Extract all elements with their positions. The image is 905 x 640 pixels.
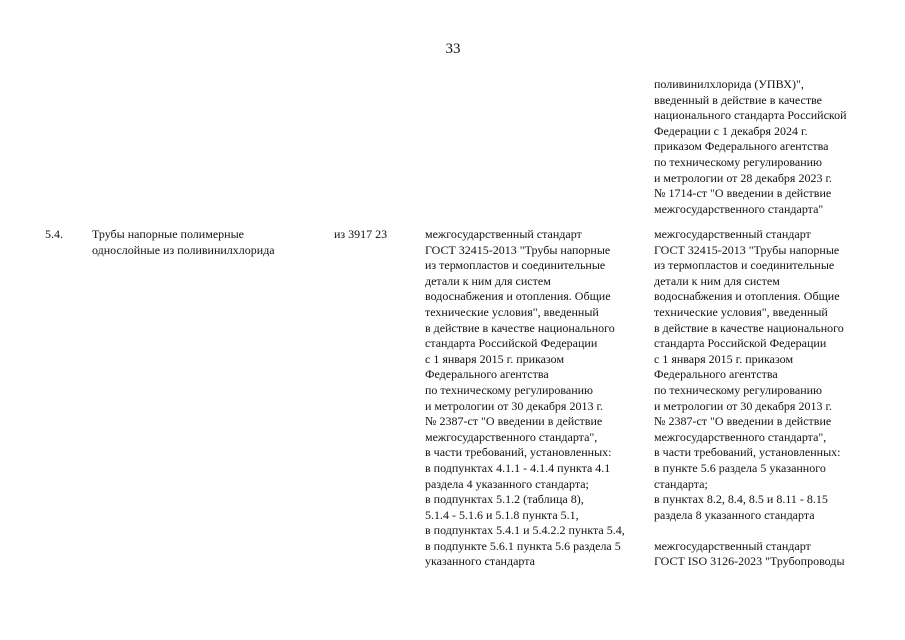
text-line: ГОСТ 32415-2013 "Трубы напорные bbox=[654, 242, 840, 257]
text-line: раздела 8 указанного стандарта bbox=[654, 507, 815, 522]
text-line: в действие в качестве национального bbox=[425, 320, 615, 335]
text-line: № 1714-ст "О введении в действие bbox=[654, 186, 832, 201]
text-line: межгосударственный стандарт bbox=[654, 227, 811, 241]
text-line: и метрологии от 30 декабря 2013 г. bbox=[425, 398, 604, 413]
text-line: с 1 января 2015 г. приказом bbox=[654, 351, 794, 366]
text-line: технические условия", введенный bbox=[654, 304, 828, 319]
text-line: Трубы напорные полимерные bbox=[92, 227, 244, 241]
text-line: в пункте 5.6 раздела 5 указанного bbox=[654, 460, 826, 475]
text-line: с 1 января 2015 г. приказом bbox=[425, 351, 565, 366]
text-line: из термопластов и соединительные bbox=[425, 258, 606, 273]
text-line: Федерации с 1 декабря 2024 г. bbox=[654, 123, 808, 138]
row-number: 5.4. bbox=[45, 227, 63, 241]
text-line: в подпункте 5.6.1 пункта 5.6 раздела 5 bbox=[425, 538, 621, 553]
text-line: стандарта; bbox=[654, 476, 708, 491]
text-line: в части требований, установленных: bbox=[654, 445, 841, 460]
text-line: в пунктах 8.2, 8.4, 8.5 и 8.11 - 8.15 bbox=[654, 492, 828, 507]
text-line: ГОСТ ISO 3126-2023 "Трубопроводы bbox=[654, 554, 845, 569]
paragraph-gap bbox=[654, 523, 845, 539]
text-line: Федерального агентства bbox=[654, 367, 778, 382]
text-line: водоснабжения и отопления. Общие bbox=[654, 289, 840, 304]
text-line: раздела 4 указанного стандарта; bbox=[425, 476, 589, 491]
text-line: национального стандарта Российской bbox=[654, 108, 847, 123]
text-line: № 2387-ст "О введении в действие bbox=[654, 414, 832, 429]
standard-methods bbox=[654, 227, 845, 570]
text-line: 5.1.4 - 5.1.6 и 5.1.8 пункта 5.1, bbox=[425, 507, 579, 522]
text-line: детали к ним для систем bbox=[654, 273, 780, 288]
text-line: водоснабжения и отопления. Общие bbox=[425, 289, 611, 304]
text-line: поливинилхлорида (УПВХ)", bbox=[654, 77, 804, 91]
standard-requirements bbox=[425, 227, 625, 570]
text-line: ГОСТ 32415-2013 "Трубы напорные bbox=[425, 242, 611, 257]
text-line: межгосударственного стандарта" bbox=[654, 201, 824, 216]
page-number: 33 bbox=[445, 41, 461, 57]
text-line: по техническому регулированию bbox=[654, 382, 823, 397]
text-line: межгосударственного стандарта", bbox=[654, 429, 827, 444]
text-line: и метрологии от 28 декабря 2023 г. bbox=[654, 170, 833, 185]
text-line: в действие в качестве национального bbox=[654, 320, 844, 335]
continuation-text bbox=[654, 77, 847, 217]
text-line: в части требований, установленных: bbox=[425, 445, 612, 460]
text-line: приказом Федерального агентства bbox=[654, 139, 829, 154]
text-line: Федерального агентства bbox=[425, 367, 549, 382]
text-line: стандарта Российской Федерации bbox=[425, 336, 598, 351]
text-line: межгосударственный стандарт bbox=[654, 538, 811, 553]
text-line: из термопластов и соединительные bbox=[654, 258, 835, 273]
text-line: детали к ним для систем bbox=[425, 273, 551, 288]
text-line: в подпунктах 5.4.1 и 5.4.2.2 пункта 5.4, bbox=[425, 523, 625, 538]
text-line: стандарта Российской Федерации bbox=[654, 336, 827, 351]
text-line: межгосударственный стандарт bbox=[425, 227, 582, 241]
text-line: № 2387-ст "О введении в действие bbox=[425, 414, 603, 429]
product-code: из 3917 23 bbox=[334, 227, 388, 241]
text-line: и метрологии от 30 декабря 2013 г. bbox=[654, 398, 833, 413]
text-line: по техническому регулированию bbox=[654, 154, 823, 169]
text-line: введенный в действие в качестве bbox=[654, 92, 823, 107]
text-line: межгосударственного стандарта", bbox=[425, 429, 598, 444]
text-line: в подпунктах 5.1.2 (таблица 8), bbox=[425, 492, 584, 507]
product-name bbox=[92, 227, 275, 258]
text-line: технические условия", введенный bbox=[425, 304, 599, 319]
text-line: однослойные из поливинилхлорида bbox=[92, 242, 275, 257]
text-line: в подпунктах 4.1.1 - 4.1.4 пункта 4.1 bbox=[425, 460, 611, 475]
text-line: указанного стандарта bbox=[425, 554, 535, 569]
text-line: по техническому регулированию bbox=[425, 382, 594, 397]
